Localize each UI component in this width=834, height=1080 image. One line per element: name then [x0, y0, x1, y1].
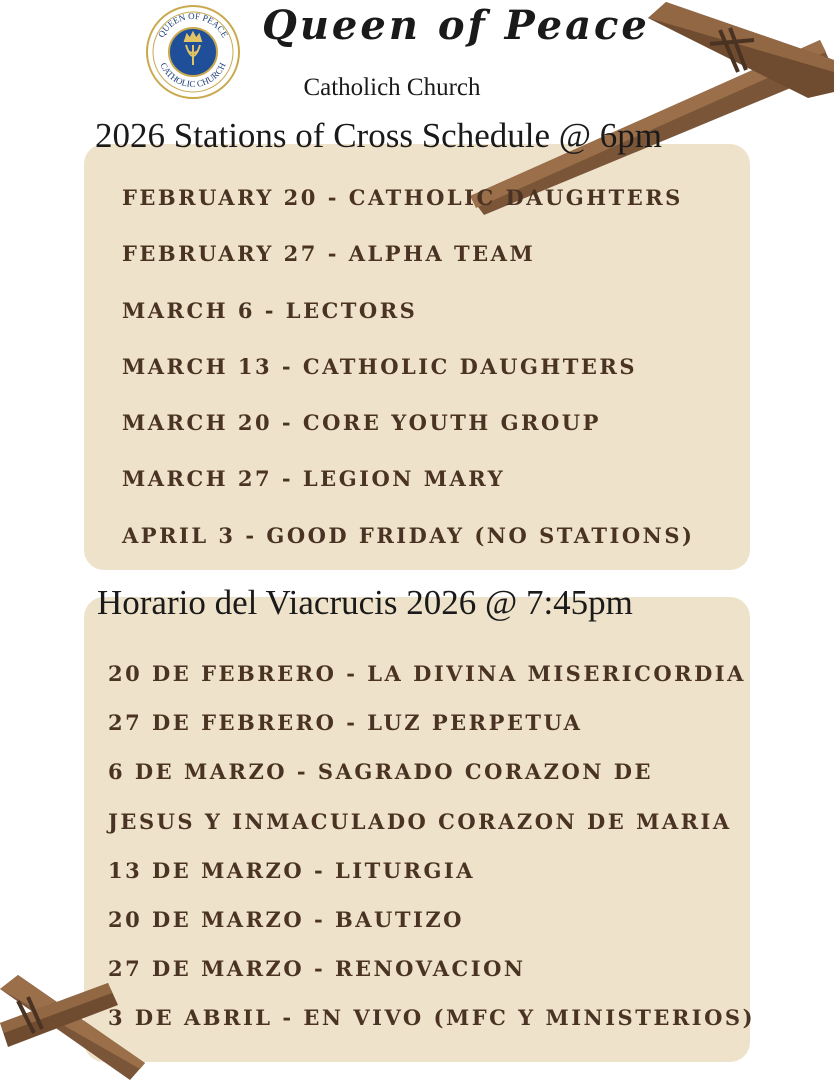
spanish-heading: Horario del Viacrucis 2026 @ 7:45pm [97, 583, 633, 622]
list-item: 6 DE MARZO - SAGRADO CORAZON DE [108, 759, 653, 785]
list-item: JESUS Y INMACULADO CORAZON DE MARIA [108, 808, 732, 834]
church-subtitle: Catholich Church [303, 74, 481, 101]
list-item: 13 DE MARZO - LITURGIA [108, 857, 476, 883]
list-item: MARCH 27 - LEGION MARY [122, 466, 506, 492]
list-item: MARCH 20 - CORE YOUTH GROUP [122, 410, 601, 436]
english-heading: 2026 Stations of Cross Schedule @ 6pm [95, 116, 662, 155]
list-item: FEBRUARY 20 - CATHOLIC DAUGHTERS [122, 185, 683, 210]
logo-text-top: QUEEN OF PEACE [155, 10, 231, 40]
logo-text-bottom: CATHOLIC CHURCH [158, 60, 228, 90]
list-item: FEBRUARY 27 - ALPHA TEAM [122, 241, 536, 267]
english-schedule-list [122, 182, 694, 576]
list-item: 27 DE MARZO - RENOVACION [108, 956, 526, 982]
list-item: 20 DE FEBRERO - LA DIVINA MISERICORDIA [108, 661, 746, 686]
list-item: 20 DE MARZO - BAUTIZO [108, 906, 464, 932]
church-logo [146, 5, 240, 99]
church-title: Queen of Peace [262, 2, 650, 49]
list-item: 27 DE FEBRERO - LUZ PERPETUA [108, 710, 583, 736]
list-item: 3 DE ABRIL - EN VIVO (MFC Y MINISTERIOS) [108, 1005, 756, 1031]
spanish-schedule-list [108, 658, 755, 1052]
list-item: MARCH 6 - LECTORS [122, 297, 418, 323]
list-item: APRIL 3 - GOOD FRIDAY (NO STATIONS) [122, 522, 695, 548]
list-item: MARCH 13 - CATHOLIC DAUGHTERS [122, 353, 637, 379]
